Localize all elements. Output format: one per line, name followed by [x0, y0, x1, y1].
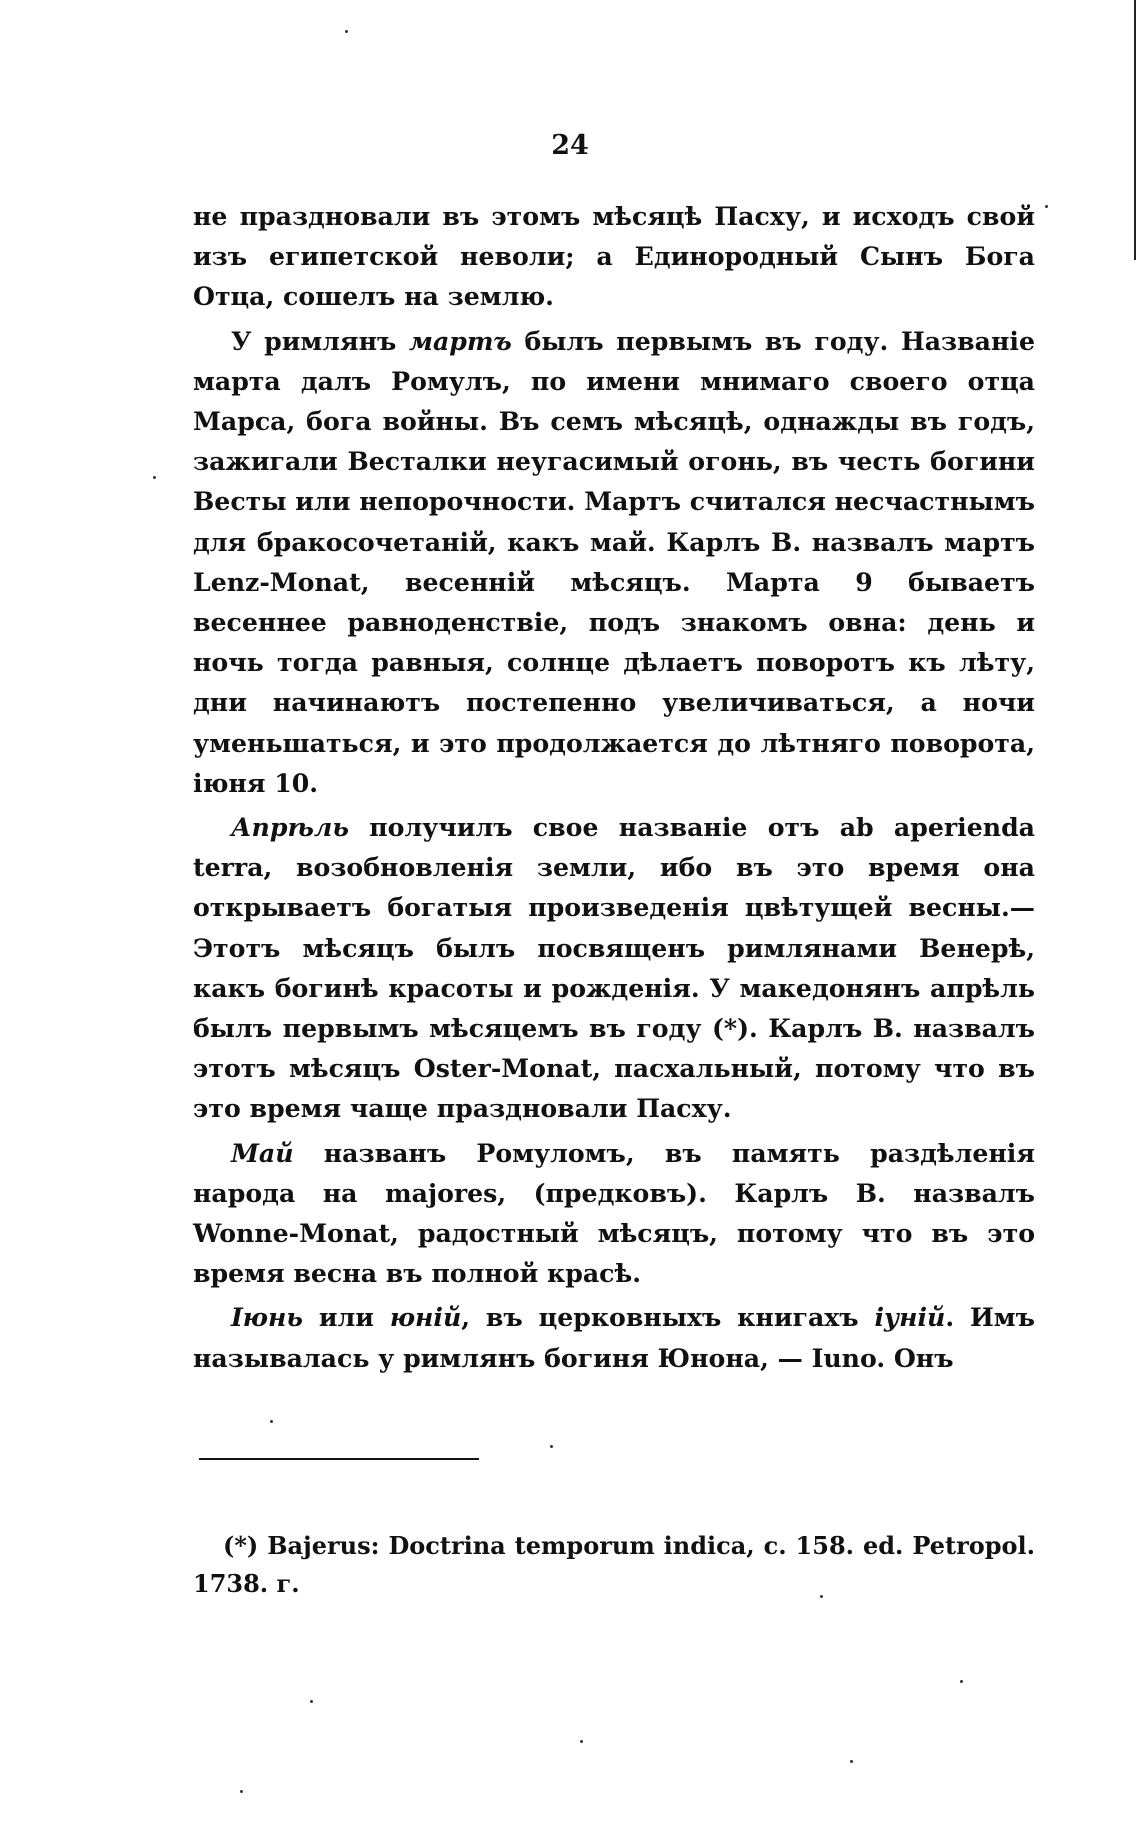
- italic-term: мартъ: [409, 325, 512, 356]
- scan-speck: [960, 1680, 963, 1683]
- scan-speck: [850, 1760, 853, 1763]
- text-segment: названъ Ромуломъ, въ память раздѣленія народа на majores, (предковъ). Карлъ В. назвалъ Wonne-Monat, радостный мѣсяцъ, потому что въ это время весна въ полной красѣ.: [193, 1137, 1035, 1289]
- footnote-separator: [199, 1458, 479, 1460]
- scan-speck: [310, 1700, 313, 1703]
- scan-speck: [153, 476, 156, 479]
- scan-speck: [240, 1790, 243, 1793]
- paragraph: [193, 1297, 1035, 1377]
- paragraph: [193, 196, 1035, 317]
- scan-speck: [270, 1420, 273, 1423]
- scan-speck: [1045, 205, 1048, 208]
- scan-speck: [345, 30, 348, 33]
- text-segment: , въ церковныхъ книгахъ: [461, 1302, 875, 1333]
- text-segment: или: [302, 1302, 390, 1333]
- page-number: 24: [551, 130, 589, 161]
- scan-speck: [820, 1595, 823, 1598]
- paragraph: [193, 807, 1035, 1129]
- scan-speck: [550, 1445, 553, 1448]
- italic-term: Апрѣль: [231, 812, 349, 843]
- text-segment: получилъ свое названіе отъ ab aperienda terra, возобновленія земли, ибо въ это время она открываетъ богатыя произведенія цвѣтущей весны.—Этотъ мѣсяцъ былъ посвященъ римлянами Венерѣ, какъ богинѣ красоты и рожденія. У македонянъ апрѣль былъ первымъ мѣсяцемъ въ году (*). Карлъ В. назвалъ этотъ мѣсяцъ Oster-Monat, пасхальный, потому что въ это время чаще праздновали Пасху.: [193, 812, 1035, 1124]
- italic-term: іуній: [874, 1302, 946, 1333]
- text-segment: не праздновали въ этомъ мѣсяцѣ Пасху, и исходъ свой изъ египетской неволи; а Единородный Сынъ Бога Отца, сошелъ на землю.: [193, 201, 1035, 312]
- footnote: (*) Bajerus: Doctrina temporum indica, c. 158. ed. Petropol. 1738. г.: [193, 1531, 1035, 1598]
- italic-term: Іюнь: [231, 1302, 303, 1333]
- italic-term: юній: [389, 1302, 462, 1333]
- text-segment: былъ первымъ въ году. Названіе марта далъ Ромулъ, по имени мнимаго своего отца Марса, бога войны. Въ семъ мѣсяцѣ, однажды въ годъ, зажигали Весталки неугасимый огонь, въ честь богини Весты или непорочности. Мартъ считался несчастнымъ для бракосочетаній, какъ май. Карлъ В. назвалъ мартъ Lenz-Monat, весенній мѣсяцъ. Марта 9 бываетъ весеннее равноденствіе, подъ знакомъ овна: день и ночь тогда равныя, солнце дѣлаетъ поворотъ къ лѣту, дни начинаютъ постепенно увеличиваться, а ночи уменьшаться, и это продолжается до лѣтняго поворота, іюня 10.: [193, 325, 1035, 798]
- text-segment: У римлянъ: [231, 325, 410, 356]
- paragraph: [193, 321, 1035, 803]
- scan-speck: [580, 1740, 583, 1743]
- body-text: [193, 196, 1035, 1382]
- paragraph: [193, 1133, 1035, 1294]
- italic-term: Май: [231, 1137, 294, 1168]
- text-segment: . Имъ называлась у римлянъ богиня Юнона, — Iuno. Онъ: [193, 1302, 1035, 1373]
